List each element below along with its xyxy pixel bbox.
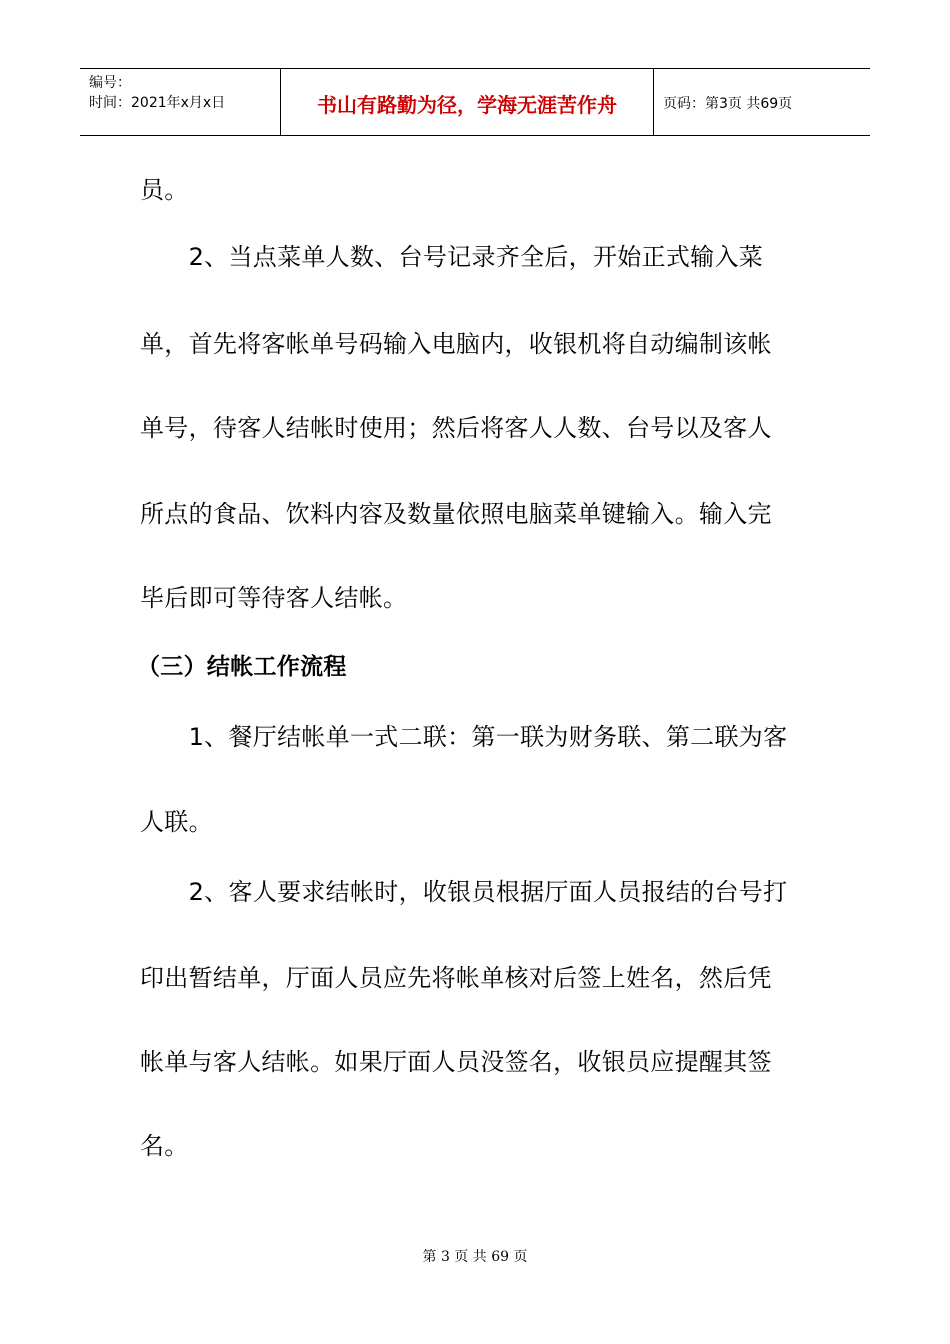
page-footer: 第 3 页 共 69 页 (422, 1249, 528, 1265)
section-heading: （三）结帐工作流程 (137, 654, 347, 680)
body-line: 2、客人要求结帐时，收银员根据厅面人员报结的台号打 (140, 878, 788, 906)
header-meta (80, 69, 280, 135)
header-page-info: 页码：第3页 共69页 (663, 96, 793, 112)
body-line: 1、餐厅结帐单一式二联：第一联为财务联、第二联为客 (140, 723, 788, 751)
body-line: 2、当点菜单人数、台号记录齐全后，开始正式输入菜 (140, 243, 764, 271)
page-header (80, 68, 870, 136)
body-line: 印出暂结单，厅面人员应先将帐单核对后签上姓名，然后凭 (140, 964, 772, 992)
document-number-label: 编号： (89, 75, 131, 91)
body-line: 单号，待客人结帐时使用；然后将客人人数、台号以及客人 (140, 414, 772, 442)
body-line: 所点的食品、饮料内容及数量依照电脑菜单键输入。输入完 (140, 500, 772, 528)
header-motto: 书山有路勤为径，学海无涯苦作舟 (280, 69, 654, 135)
document-date: 时间：2021年x月x日 (89, 95, 226, 111)
body-line: 帐单与客人结帐。如果厅面人员没签名，收银员应提醒其签 (140, 1048, 772, 1076)
body-line: 名。 (140, 1132, 189, 1160)
body-line: 毕后即可等待客人结帐。 (140, 584, 408, 612)
body-line: 人联。 (140, 808, 213, 836)
body-line: 单，首先将客帐单号码输入电脑内，收银机将自动编制该帐 (140, 330, 772, 358)
body-line: 员。 (140, 176, 189, 204)
